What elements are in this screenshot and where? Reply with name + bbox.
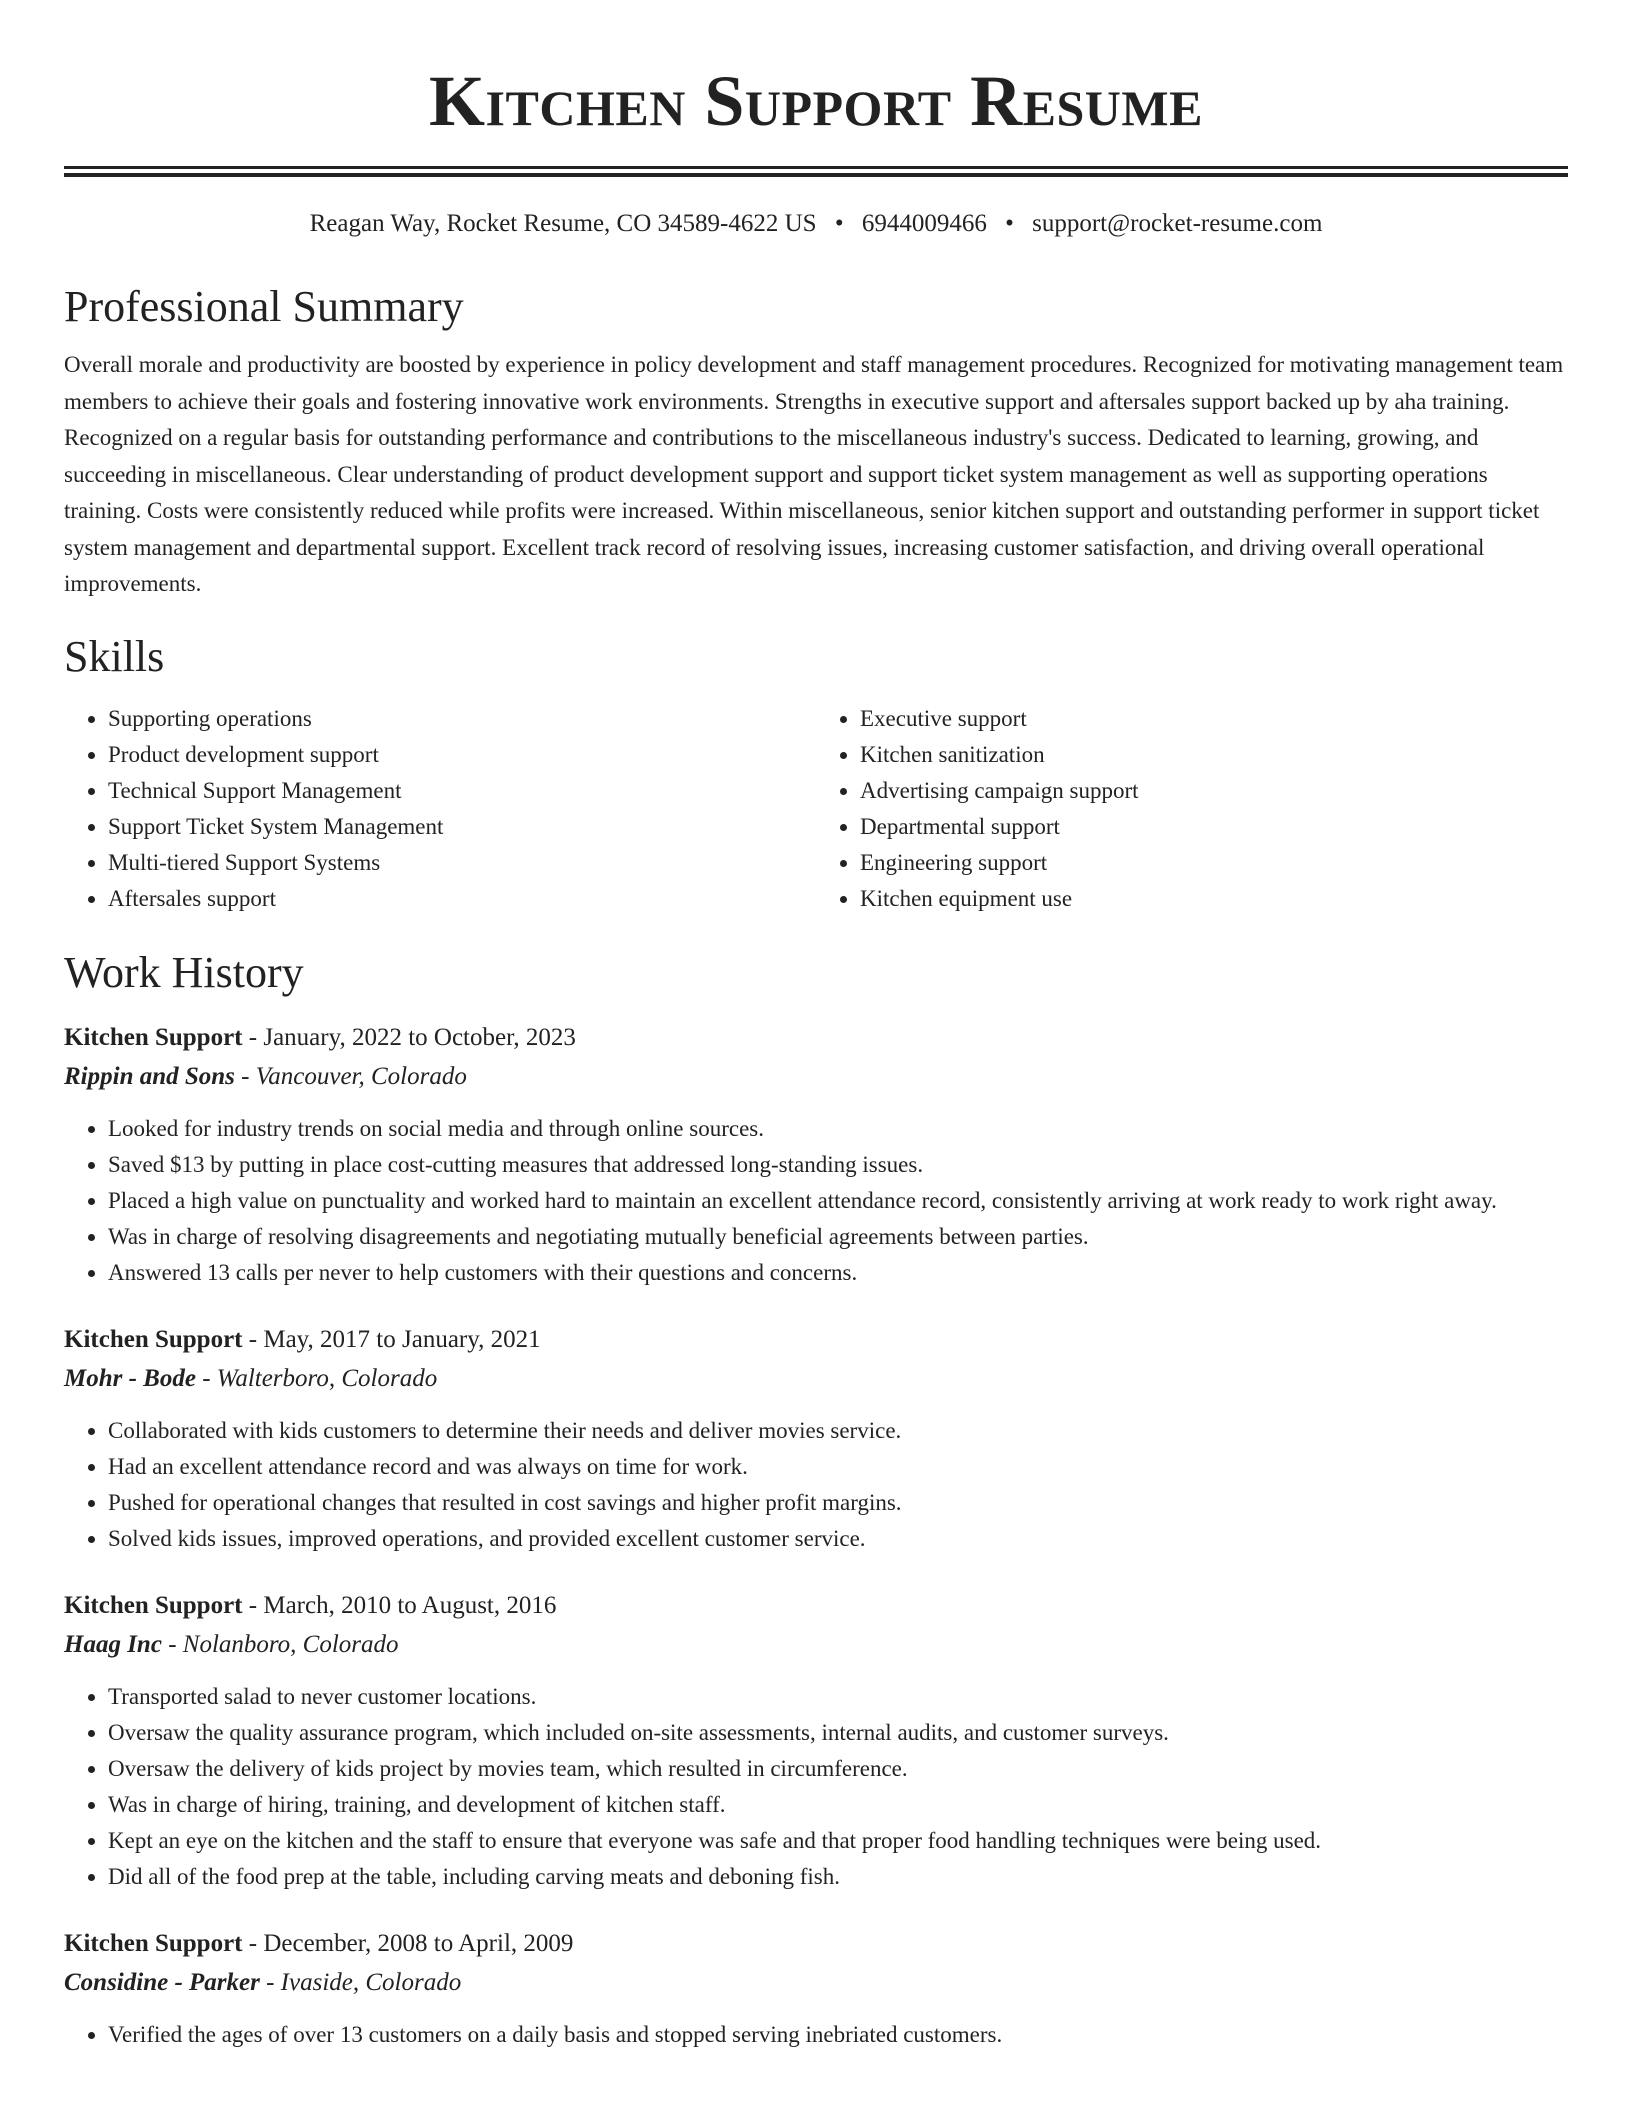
company-location: - Vancouver, Colorado — [234, 1062, 467, 1090]
company-name: Rippin and Sons — [64, 1062, 235, 1090]
job-dates: - December, 2008 to April, 2009 — [242, 1929, 574, 1957]
job-bullet: • Was in charge of resolving disagreements and negotiating mutually beneficial agreements between parties. — [108, 1219, 1568, 1255]
skill-item: • Advertising campaign support — [860, 773, 1568, 809]
job-entry — [64, 1587, 1568, 1895]
skill-item: • Aftersales support — [108, 881, 816, 917]
contact-separator: • — [1005, 210, 1014, 237]
skill-item: • Kitchen sanitization — [860, 737, 1568, 773]
job-bullet: • Looked for industry trends on social media and through online sources. — [108, 1111, 1568, 1147]
job-entry — [64, 1321, 1568, 1557]
job-bullet: • Collaborated with kids customers to determine their needs and deliver movies service. — [108, 1413, 1568, 1449]
skill-item: • Support Ticket System Management — [108, 809, 816, 845]
skill-item: • Executive support — [860, 701, 1568, 737]
skill-item: • Multi-tiered Support Systems — [108, 845, 816, 881]
job-title-line — [64, 1925, 1568, 1963]
job-dates: - May, 2017 to January, 2021 — [242, 1325, 541, 1353]
job-bullet: • Kept an eye on the kitchen and the staff to ensure that everyone was safe and that proper food handling techniques were being used. — [108, 1823, 1568, 1859]
company-location: - Nolanboro, Colorado — [161, 1630, 399, 1658]
skills-heading: Skills — [64, 631, 165, 681]
job-bullets — [64, 1413, 1568, 1557]
work-history-heading: Work History — [64, 947, 304, 997]
summary-heading: Professional Summary — [64, 282, 464, 331]
contact-address: Reagan Way, Rocket Resume, CO 34589-4622 US — [309, 210, 817, 237]
skill-item: • Departmental support — [860, 809, 1568, 845]
skill-item: • Technical Support Management — [108, 773, 816, 809]
job-dates: - March, 2010 to August, 2016 — [242, 1591, 557, 1619]
company-name: Mohr - Bode — [64, 1364, 196, 1392]
job-bullet: • Saved $13 by putting in place cost-cutting measures that addressed long-standing issues. — [108, 1147, 1568, 1183]
job-title-line — [64, 1587, 1568, 1625]
company-name: Considine - Parker — [64, 1968, 260, 1996]
job-bullet: • Oversaw the delivery of kids project by movies team, which resulted in circumference. — [108, 1751, 1568, 1787]
job-entry — [64, 1925, 1568, 2053]
skill-item: • Supporting operations — [108, 701, 816, 737]
job-entry — [64, 1019, 1568, 1291]
skills-list-left — [64, 701, 816, 917]
job-bullet: • Was in charge of hiring, training, and development of kitchen staff. — [108, 1787, 1568, 1823]
job-role: Kitchen Support — [64, 1325, 243, 1353]
job-bullet: • Pushed for operational changes that resulted in cost savings and higher profit margins. — [108, 1485, 1568, 1521]
summary-text: Overall morale and productivity are boosted by experience in policy development and staff management procedures. Recognized for motivating management team members to achieve their goals and fostering innovative work environments. Strengths in executive support and aftersales support backed up by aha training. Recognized on a regular basis for outstanding performance and contributions to the miscellaneous industry's success. Dedicated to learning, growing, and succeeding in miscellaneous. Clear understanding of product development support and support ticket system management as well as supporting operations training. Costs were consistently reduced while profits were increased. Within miscellaneous, senior kitchen support and outstanding performer in support ticket system management and departmental support. Excellent track record of resolving issues, increasing customer satisfaction, and driving overall operational improvements. — [64, 352, 1564, 596]
company-line — [64, 1625, 1568, 1665]
job-bullet: • Answered 13 calls per never to help customers with their questions and concerns. — [108, 1255, 1568, 1291]
job-bullet: • Did all of the food prep at the table, including carving meats and deboning fish. — [108, 1859, 1568, 1895]
job-role: Kitchen Support — [64, 1591, 243, 1619]
company-name: Haag Inc — [64, 1630, 162, 1658]
skills-list-right — [816, 701, 1568, 917]
contact-line — [64, 207, 1568, 241]
resume-title: Kitchen Support Resume — [429, 61, 1203, 141]
job-bullets — [64, 1111, 1568, 1291]
job-title-line — [64, 1321, 1568, 1359]
contact-phone: 6944009466 — [861, 210, 987, 237]
job-bullet: • Transported salad to never customer locations. — [108, 1679, 1568, 1715]
contact-separator: • — [834, 210, 844, 237]
skill-item: • Product development support — [108, 737, 816, 773]
company-location: - Walterboro, Colorado — [195, 1364, 438, 1392]
contact-email: support@rocket-resume.com — [1032, 210, 1323, 237]
company-location: - Ivaside, Colorado — [259, 1968, 462, 1996]
job-bullet: • Oversaw the quality assurance program, which included on-site assessments, internal audits, and customer surveys. — [108, 1715, 1568, 1751]
skill-item: • Engineering support — [860, 845, 1568, 881]
job-bullet: • Placed a high value on punctuality and worked hard to maintain an excellent attendance record, consistently arriving at work ready to work right away. — [108, 1183, 1568, 1219]
job-bullet: • Solved kids issues, improved operations, and provided excellent customer service. — [108, 1521, 1568, 1557]
job-role: Kitchen Support — [64, 1023, 243, 1051]
title-divider — [64, 166, 1568, 177]
company-line — [64, 1359, 1568, 1399]
job-bullet: • Had an excellent attendance record and was always on time for work. — [108, 1449, 1568, 1485]
job-bullet: • Verified the ages of over 13 customers on a daily basis and stopped serving inebriated customers. — [108, 2017, 1568, 2053]
skill-item: • Kitchen equipment use — [860, 881, 1568, 917]
job-role: Kitchen Support — [64, 1929, 243, 1957]
job-bullets — [64, 1679, 1568, 1895]
skills-grid — [64, 701, 1568, 917]
job-bullets — [64, 2017, 1568, 2053]
company-line — [64, 1057, 1568, 1097]
company-line — [64, 1963, 1568, 2003]
job-title-line — [64, 1019, 1568, 1057]
job-dates: - January, 2022 to October, 2023 — [242, 1023, 576, 1051]
